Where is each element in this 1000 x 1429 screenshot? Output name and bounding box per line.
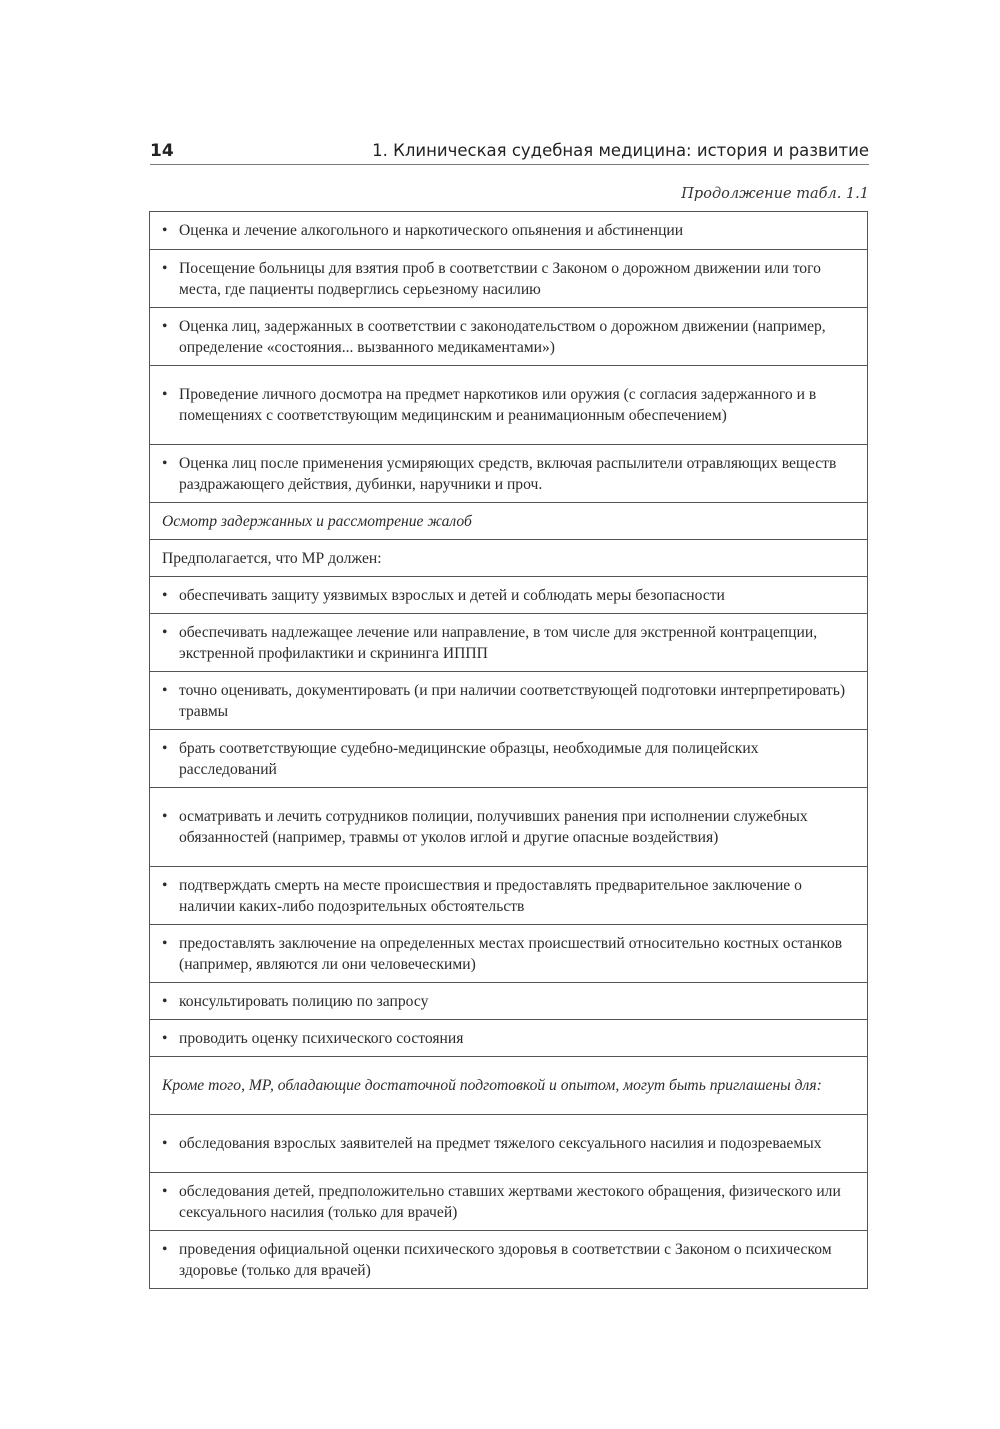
row-label: консультировать полицию по запросу <box>179 992 429 1010</box>
bullet-item-text <box>162 875 856 917</box>
bullet-icon: • <box>162 1182 168 1200</box>
table-continuation-label: Продолжение табл. 1.1 <box>681 186 869 202</box>
row-text <box>162 548 856 569</box>
bullet-icon: • <box>162 1240 168 1258</box>
table-row <box>150 924 867 982</box>
table <box>149 211 868 1289</box>
bullet-item-text <box>162 384 856 426</box>
section-subheading <box>162 511 856 532</box>
bullet-icon: • <box>162 317 168 335</box>
row-label: Оценка лиц, задержанных в соответствии с законодательством о дорожном движении (например, определение «состояния... вызванного медикаментами») <box>179 317 826 356</box>
table-row <box>150 1019 867 1056</box>
bullet-item-text <box>162 453 856 495</box>
bullet-icon: • <box>162 259 168 277</box>
bullet-item-text <box>162 738 856 780</box>
bullet-icon: • <box>162 586 168 604</box>
row-label: обследования детей, предположительно ставших жертвами жестокого обращения, физического или сексуального насилия (только для врачей) <box>179 1182 841 1221</box>
row-label: подтверждать смерть на месте происшествия и предоставлять предварительное заключение о наличии каких-либо подозрительных обстоятельств <box>179 876 802 915</box>
bullet-icon: • <box>162 992 168 1010</box>
row-label: обеспечивать защиту уязвимых взрослых и детей и соблюдать меры безопасности <box>179 586 725 604</box>
bullet-icon: • <box>162 808 168 825</box>
bullet-icon: • <box>162 222 168 239</box>
bullet-item-text <box>162 806 856 848</box>
row-label: проведения официальной оценки психического здоровья в соответствии с Законом о психическом здоровье (только для врачей) <box>179 1240 832 1279</box>
bullet-item-text <box>162 680 856 722</box>
bullet-item-text <box>162 220 856 241</box>
bullet-icon: • <box>162 386 168 403</box>
row-label: Осмотр задержанных и рассмотрение жалоб <box>162 512 472 530</box>
bullet-icon: • <box>162 739 168 757</box>
row-label: Оценка лиц после применения усмиряющих средств, включая распылители отравляющих веществ раздражающего действия, дубинки, наручники и проч. <box>179 454 837 493</box>
table-row <box>150 613 867 671</box>
bullet-item-text <box>162 1239 856 1281</box>
table-row <box>150 307 867 365</box>
running-title: 1. Клиническая судебная медицина: история и развитие <box>372 141 869 160</box>
row-label: обеспечивать надлежащее лечение или направление, в том числе для экстренной контрацепции, экстренной профилактики и скрининга ИППП <box>179 623 818 662</box>
table-row <box>150 671 867 729</box>
row-label: проводить оценку психического состояния <box>179 1029 464 1047</box>
bullet-item-text <box>162 622 856 664</box>
bullet-icon: • <box>162 1135 168 1152</box>
table-row <box>150 576 867 613</box>
bullet-icon: • <box>162 876 168 894</box>
bullet-item-text <box>162 1133 856 1154</box>
table-row <box>150 1172 867 1230</box>
table-row <box>150 787 867 866</box>
bullet-icon: • <box>162 623 168 641</box>
bullet-item-text <box>162 1181 856 1223</box>
table-row <box>150 729 867 787</box>
table-row <box>150 539 867 576</box>
row-label: обследования взрослых заявителей на предмет тяжелого сексуального насилия и подозреваемых <box>179 1135 822 1152</box>
row-label: брать соответствующие судебно-медицинские образцы, необходимые для полицейских расследований <box>179 739 759 778</box>
row-label: точно оценивать, документировать (и при наличии соответствующей подготовки интерпретировать) травмы <box>179 681 846 720</box>
row-label: Оценка и лечение алкогольного и наркотического опьянения и абстиненции <box>179 222 684 239</box>
bullet-icon: • <box>162 1029 168 1047</box>
table-row <box>150 365 867 444</box>
row-label: Предполагается, что МР должен: <box>162 549 382 567</box>
bullet-item-text <box>162 933 856 975</box>
table-row <box>150 212 867 249</box>
bullet-icon: • <box>162 681 168 699</box>
row-label: Кроме того, МР, обладающие достаточной подготовкой и опытом, могут быть приглашены для: <box>162 1077 822 1094</box>
bullet-icon: • <box>162 454 168 472</box>
table-row <box>150 866 867 924</box>
bullet-item-text <box>162 585 856 606</box>
table-row <box>150 1056 867 1114</box>
section-subheading <box>162 1075 856 1096</box>
bullet-item-text <box>162 1028 856 1049</box>
page-number: 14 <box>150 141 174 161</box>
table-row <box>150 1230 867 1288</box>
table-row <box>150 444 867 502</box>
bullet-item-text <box>162 316 856 358</box>
bullet-icon: • <box>162 934 168 952</box>
row-label: осматривать и лечить сотрудников полиции, получивших ранения при исполнении служебных обязанностей (например, травмы от уколов иглой и другие опасные воздействия) <box>179 808 808 846</box>
table-row <box>150 502 867 539</box>
page-header <box>150 140 869 165</box>
bullet-item-text <box>162 258 856 300</box>
bullet-item-text <box>162 991 856 1012</box>
row-label: предоставлять заключение на определенных местах происшествий относительно костных останков (например, являются ли они человеческими) <box>179 934 843 973</box>
row-label: Проведение личного досмотра на предмет наркотиков или оружия (с согласия задержанного и в помещениях с соответствующим медицинским и реанимационным обеспечением) <box>179 386 817 424</box>
table-row <box>150 982 867 1019</box>
table-row <box>150 1114 867 1172</box>
table-row <box>150 249 867 307</box>
row-label: Посещение больницы для взятия проб в соответствии с Законом о дорожном движении или того места, где пациенты подверглись серьезному насилию <box>179 259 821 298</box>
